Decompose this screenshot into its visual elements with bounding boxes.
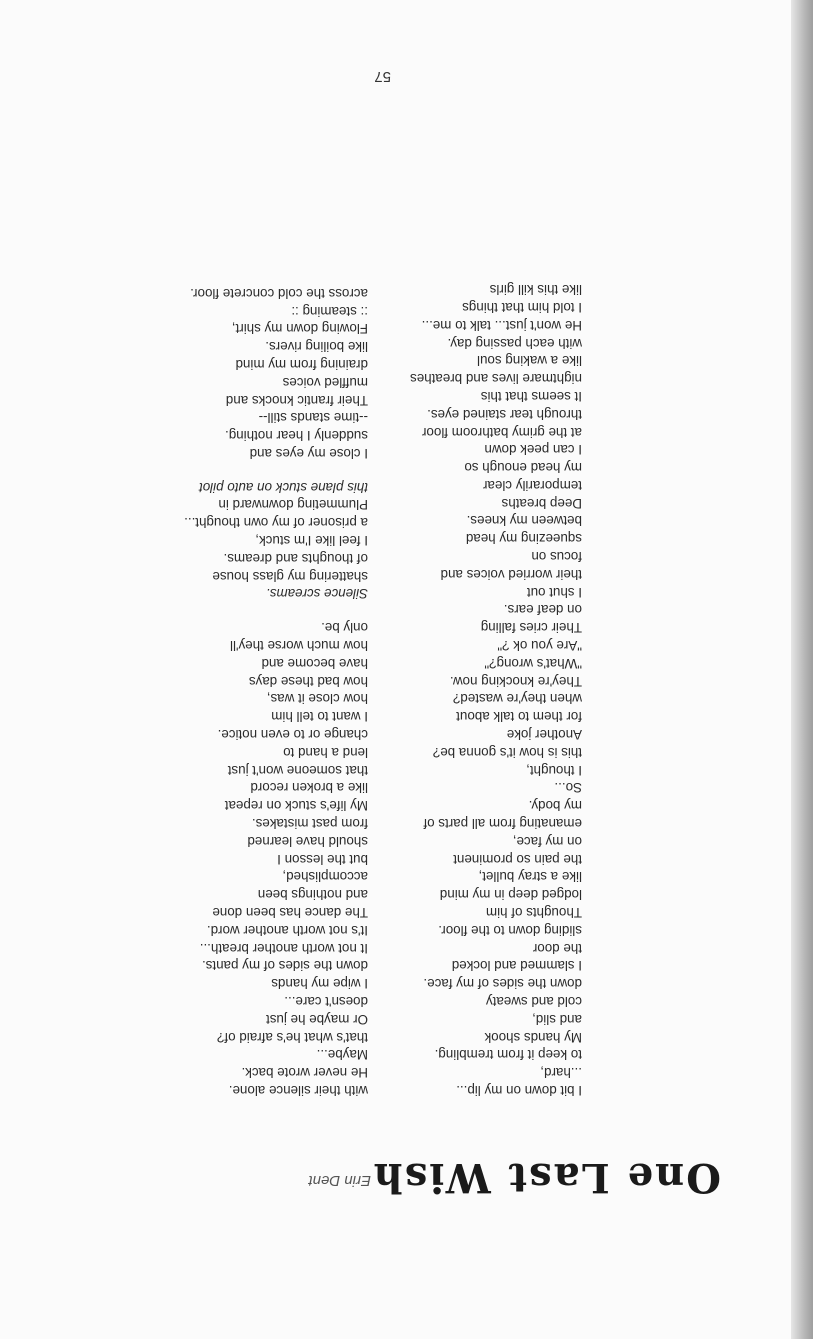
poem-line: I feel like I'm stuck,	[255, 533, 368, 549]
poem-line: with their silence alone.	[228, 1083, 368, 1098]
poem-line: He won't just... talk to me...	[421, 317, 582, 333]
poem-line: how bad these days	[248, 673, 368, 689]
poem-line: between my knees.	[466, 513, 582, 529]
poem-line: draining from my mind	[235, 356, 368, 372]
poem-line: down the sides of my pants.	[202, 958, 368, 974]
poem-line: like a broken record	[250, 780, 368, 796]
poem-line: this is how it's gonna be?	[432, 744, 582, 760]
poem-line: nightmare lives and breathes	[410, 371, 582, 387]
poem-line: "What's wrong?"	[484, 655, 582, 671]
poem-line: Deep breaths	[501, 495, 582, 511]
poem-line: I bit down on my lip...	[456, 1083, 582, 1098]
poem-line: that's what he's afraid of?	[216, 1029, 368, 1045]
poem-line: how close it was,	[266, 691, 368, 707]
poem-line: temporarily clear	[483, 477, 582, 493]
poem-title: One Last Wish	[371, 1154, 721, 1201]
poem-line: Flowing down my shirt,	[231, 321, 368, 337]
poem-line: :: steaming ::	[291, 303, 368, 319]
poem-line: my head enough so	[464, 460, 582, 476]
poem-line: I thought,	[526, 762, 582, 778]
poem-line: change or to even notice.	[217, 727, 368, 743]
poem-line: from past mistakes.	[251, 816, 368, 832]
poem-line: "Are you ok ?"	[497, 638, 582, 654]
poem-column-left	[402, 280, 582, 1099]
poem-line: Their cries falling	[480, 620, 582, 636]
poem-line: my body.	[528, 798, 582, 814]
poem-line: So...	[554, 780, 582, 796]
poem-line: this plane stuck on auto pilot	[199, 479, 368, 495]
poem-line: --time stands still--	[258, 410, 368, 426]
poem-line: cold and sweaty	[485, 994, 582, 1010]
poem-line: like a waking soul	[477, 353, 582, 369]
poem-line: I can peek down	[484, 442, 582, 458]
poem-line: They're knocking now.	[449, 673, 582, 689]
poem-line: Their frantic knocks and	[225, 392, 368, 408]
poem-line: to keep it from trembling.	[434, 1047, 582, 1063]
poem-line: the pain so prominent	[453, 851, 582, 867]
poem-line: and nothings been	[257, 887, 368, 903]
poem-line: emanating from all parts of	[423, 816, 582, 832]
poem-line: a prisoner of my own thought...	[184, 515, 368, 531]
poem-line: squeezing my head	[465, 531, 582, 547]
poem-line: how much worse they'll	[229, 638, 368, 654]
poem-line: lodged deep in my mind	[439, 887, 582, 903]
poem-line: I shut out	[526, 584, 582, 600]
poem-line: It's not worth another word.	[206, 922, 368, 938]
poem-line	[108, 462, 368, 478]
poem-line: but the lesson I	[277, 851, 368, 867]
poem-line: I close my eyes and	[249, 445, 368, 461]
poem-line: for them to talk about	[456, 709, 582, 725]
poem-line: He never wrote back.	[241, 1065, 368, 1081]
poem-line: down the sides of my face.	[423, 976, 582, 992]
poem-author: Erin Dent	[308, 1172, 371, 1189]
poem-line: My hands shook	[484, 1029, 582, 1045]
poem-line: I told him that things	[462, 299, 582, 315]
poem-line: through tear stained eyes.	[427, 406, 582, 422]
poem-line: It seems that this	[480, 388, 582, 404]
poem-line: when they're wasted?	[452, 691, 582, 707]
poem-line: ...hard,	[540, 1065, 582, 1081]
poem-line: like boiling rivers.	[265, 339, 368, 355]
page-edge-shadow	[791, 0, 813, 1339]
poem-line	[108, 602, 368, 618]
poem-line: Maybe...	[316, 1047, 368, 1063]
poem-line: and slid,	[532, 1011, 582, 1027]
poem-line: sliding down to the floor.	[438, 922, 582, 938]
poem-line: I want to tell him	[271, 709, 368, 725]
poem-line: doesn't care...	[284, 994, 368, 1010]
poem-line: across the cold concrete floor.	[190, 285, 368, 301]
poem-line: like this kill girls	[489, 282, 582, 298]
poem-line: I slammed and locked	[451, 958, 582, 974]
poem-line: I wipe my hands	[271, 976, 368, 992]
poem-line: shattering my glass house	[212, 568, 368, 584]
poem-line: like a stray bullet,	[478, 869, 582, 885]
poem-line: only be.	[321, 620, 368, 636]
poem-line: the door	[532, 940, 582, 956]
poem-line: My life's stuck on repeat	[224, 798, 368, 814]
poem-line: Or maybe he just	[266, 1011, 368, 1027]
poem-line: muffled voices	[282, 374, 368, 390]
poem-line: accomplished,	[282, 869, 368, 885]
poem-line: Plummeting downward in	[218, 497, 368, 513]
poem-line: that someone won't just	[227, 762, 368, 778]
poem-line: with each passing day.	[447, 335, 582, 351]
page-number: 57	[374, 68, 391, 85]
poem-line: on deaf ears.	[503, 602, 582, 618]
poem-line: of thoughts and dreams.	[223, 550, 368, 566]
poem-line: Thoughts of him	[485, 905, 582, 921]
poem-line: at the grimy bathroom floor	[421, 424, 582, 440]
poem-line: lend a hand to	[283, 744, 368, 760]
poem-line: should have learned	[247, 833, 368, 849]
poem-column-right	[108, 284, 368, 1099]
poem-line: Silence screams.	[266, 586, 368, 602]
poem-line: their worried voices and	[440, 566, 582, 582]
poem-line: The dance has been done	[212, 905, 368, 921]
poem-line: suddenly I hear nothing.	[225, 428, 368, 444]
poem-line: have become and	[261, 655, 368, 671]
poem-line: Another joke	[506, 727, 582, 743]
poem-line: on my face,	[512, 833, 582, 849]
poem-line: It not worth another breath...	[199, 940, 368, 956]
poem-line: focus on	[531, 549, 582, 565]
